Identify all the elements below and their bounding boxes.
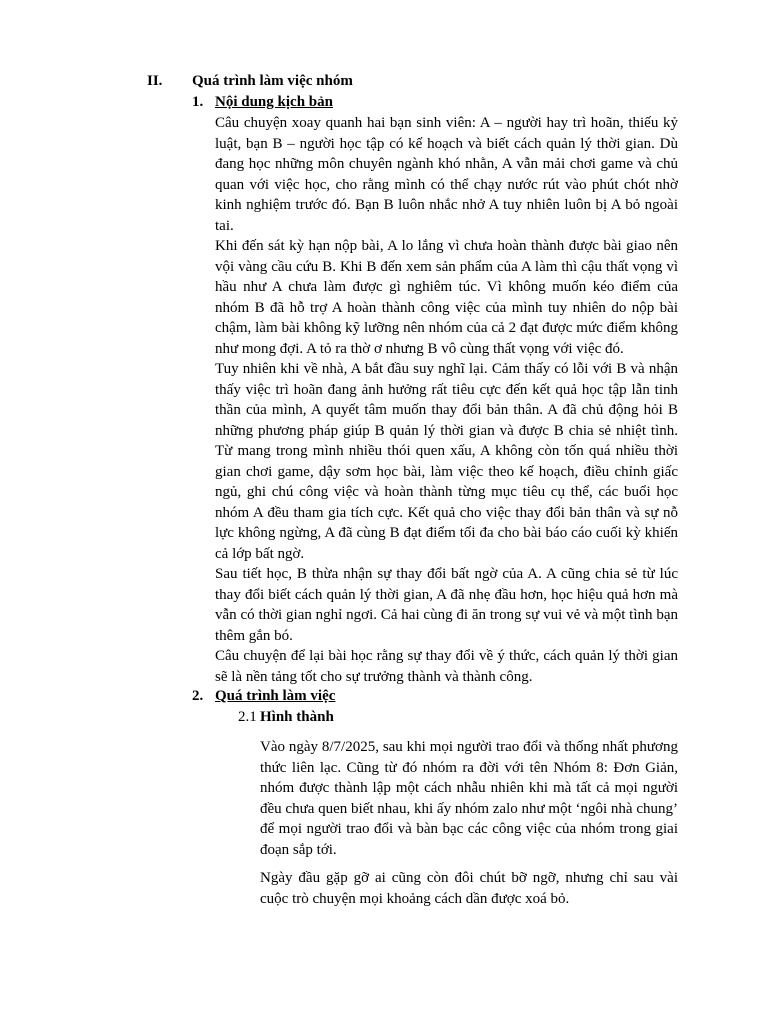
- paragraph-line: kinh nghiệm trước đó. Bạn B luôn nhắc nhở A tuy nhiên luôn bị A bỏ ngoài: [215, 197, 678, 213]
- section-title: Quá trình làm việc nhóm: [192, 73, 353, 89]
- paragraph-line: Vào ngày 8/7/2025, sau khi mọi người trao đổi và thống nhất phương: [260, 739, 678, 755]
- paragraph-line: đều chưa quen biết nhau, khi ấy nhóm zalo như một ‘ngôi nhà chung’: [260, 800, 678, 817]
- paragraph-line: đang học những môn chuyên ngành khó nhằn, A vẫn mải chơi game và chủ: [215, 156, 678, 172]
- paragraph-line: vội vàng cầu cứu B. Khi B đến xem sản phẩm của A làm thì cậu thất vọng vì: [215, 258, 678, 275]
- paragraph-line: hầu như A chưa làm được gì nghiêm túc. Vì không muốn kéo điểm của: [215, 279, 678, 295]
- paragraph-line: để mọi người trao đổi và bàn bạc các công việc của nhóm trong giai: [260, 821, 678, 837]
- paragraph-line: đoạn sắp tới.: [260, 841, 337, 858]
- paragraph-line: thức liên lạc. Cũng từ đó nhóm ra đời với tên Nhóm 8: Đơn Giản,: [260, 759, 678, 776]
- paragraph-line: nhóm B đã hỗ trợ A hoàn thành công việc của mình tuy nhiên do nộp bài: [215, 299, 678, 316]
- paragraph: [215, 646, 678, 687]
- paragraph-line: những phương pháp giúp B quản lý thời gian và được B chia sẻ nhiệt tình.: [215, 422, 678, 439]
- paragraph-line: cuộc trò chuyện mọi khoảng cách dần được xoá bỏ.: [260, 890, 570, 907]
- paragraph-line: thấy việc trì hoãn đang ảnh hưởng rất tiêu cực đến kết quả học tập lẫn tinh: [215, 381, 678, 398]
- paragraph-line: nhóm được thành lập một cách nhẫu nhiên khi mà tất cả mọi người: [260, 780, 678, 796]
- paragraph-line: Ngày đầu gặp gỡ ai cũng còn đôi chút bỡ ngỡ, nhưng chỉ sau vài: [260, 870, 678, 886]
- paragraph-line: thêm gắn bó.: [215, 627, 293, 644]
- paragraph: [260, 868, 678, 909]
- paragraph-line: chậm, làm bài không kỹ lưỡng nên nhóm của cả 2 đạt được mức điểm không: [215, 320, 678, 336]
- subsection-number: 2.1: [238, 709, 257, 725]
- paragraph: [215, 359, 678, 564]
- paragraph-line: Từ mang trong mình nhiều thói quen xấu, A không còn tốn quá nhiều thời: [215, 443, 678, 459]
- paragraph: [215, 236, 678, 359]
- paragraph-line: thần của mình, A quyết tâm muốn thay đổi bản thân. A đã chủ động hỏi B: [215, 402, 678, 418]
- item2-title: Quá trình làm việc: [215, 688, 336, 704]
- paragraph: [215, 113, 678, 236]
- paragraph-line: Câu chuyện xoay quanh hai bạn sinh viên: A – người hay trì hoãn, thiếu kỷ: [215, 115, 678, 131]
- paragraph-line: tai.: [215, 217, 234, 234]
- paragraph-line: gian chơi game, dậy sơm học bài, làm việc theo kế hoạch, điều chỉnh giấc: [215, 463, 678, 480]
- paragraph-line: nhóm A đều tham gia tích cực. Kết quả cho việc thay đổi bản thân và sự nỗ: [215, 504, 678, 521]
- section-roman-numeral: II.: [147, 73, 163, 89]
- paragraph-line: ngủ, ghi chú công việc và hoàn thành từng mục tiêu cụ thể, các buổi học: [215, 484, 678, 500]
- paragraph: [215, 564, 678, 646]
- paragraph-line: Sau tiết học, B thừa nhận sự thay đổi bất ngờ của A. A cũng chia sẻ từ lúc: [215, 566, 678, 582]
- paragraph: [260, 737, 678, 860]
- item1-title: Nội dung kịch bản: [215, 94, 333, 110]
- paragraph-line: Khi đến sát kỳ hạn nộp bài, A lo lắng vì chưa hoàn thành được bài giao nên: [215, 238, 678, 254]
- paragraph-line: thay đổi biết cách quản lý thời gian, A đã nhẹ đầu hơn, học hiệu quả hơn mà: [215, 586, 678, 603]
- paragraph-line: như mong đợi. A tỏ ra thờ ơ nhưng B vô cùng thất vọng với việc đó.: [215, 340, 624, 357]
- item1-number: 1.: [192, 94, 204, 110]
- paragraph-line: Tuy nhiên khi về nhà, A bắt đầu suy nghĩ lại. Cảm thấy có lỗi với B và nhận: [215, 361, 678, 377]
- paragraph-line: sẽ là nền tảng tốt cho sự trưởng thành và thành công.: [215, 668, 533, 685]
- subsection-title: Hình thành: [260, 709, 334, 725]
- paragraph-line: cả lớp bất ngờ.: [215, 545, 305, 562]
- paragraph-line: lực không ngừng, A đã cùng B đạt điểm tối đa cho bài báo cáo cuối kỳ khiến: [215, 525, 678, 541]
- paragraph-line: vẫn có thời gian nghỉ ngơi. Cả hai cùng đi ăn trong sự vui vẻ và một tình bạn: [215, 607, 678, 623]
- paragraph-line: quan với việc học, cho rằng mình có thể chạy nước rút vào phút chót nhờ: [215, 176, 678, 193]
- paragraph-line: luật, bạn B – người học tập có kế hoạch và biết cách quản lý thời gian. Dù: [215, 135, 678, 152]
- item2-number: 2.: [192, 688, 204, 704]
- paragraph-line: Câu chuyện để lại bài học rằng sự thay đổi về ý thức, cách quản lý thời gian: [215, 648, 678, 664]
